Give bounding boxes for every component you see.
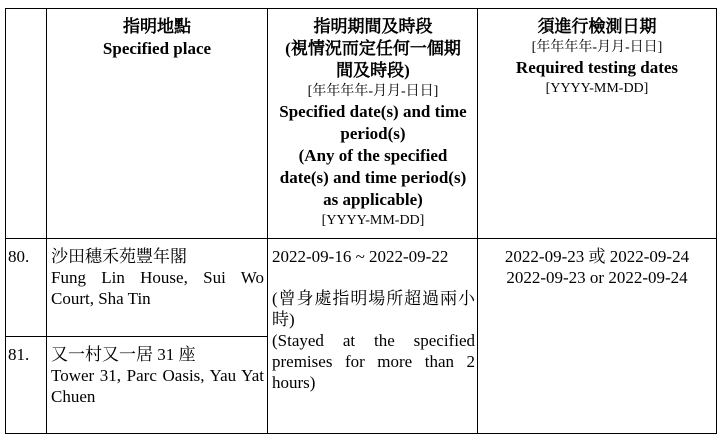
table-border-top <box>5 8 717 9</box>
row-divider <box>5 336 268 337</box>
table-row-place <box>51 246 264 309</box>
header-place <box>47 16 267 60</box>
header-testing-format-zh: [年年年年-月月-日日] <box>531 40 663 55</box>
place-en: Tower 31, Parc Oasis, Yau Yat Chuen <box>51 366 264 406</box>
header-period-zh-note: (視情況而定任何一個期間及時段) <box>285 39 461 80</box>
header-period-en-note: (Any of the specified date(s) and time period(s) as applicable) <box>279 146 467 209</box>
table-border-bottom <box>5 433 717 434</box>
table-border-left <box>5 8 6 434</box>
place-zh: 沙田穗禾苑豐年閣 <box>51 247 187 266</box>
header-period-en: Specified date(s) and time period(s) <box>279 102 467 143</box>
testing-cell <box>478 246 716 288</box>
table-border-right <box>716 8 717 434</box>
place-zh: 又一村又一居 31 座 <box>51 345 196 364</box>
row-number: 80. <box>8 247 30 266</box>
header-period <box>277 16 469 230</box>
header-testing-format-en: [YYYY-MM-DD] <box>545 81 649 96</box>
header-period-format-en: [YYYY-MM-DD] <box>321 213 425 228</box>
testing-dates-zh: 2022-09-23 或 2022-09-24 <box>504 247 690 266</box>
header-place-zh: 指明地點 <box>123 17 191 36</box>
period-cell <box>272 246 475 393</box>
header-period-format-zh: [年年年年-月月-日日] <box>307 84 439 99</box>
column-divider <box>46 8 47 434</box>
place-en: Fung Lin House, Sui Wo Court, Sha Tin <box>51 268 264 308</box>
header-testing-en: Required testing dates <box>515 58 679 77</box>
period-range: 2022-09-16 ~ 2022-09-22 <box>272 247 449 266</box>
testing-table <box>5 8 717 434</box>
header-testing <box>478 16 716 98</box>
column-divider <box>267 8 268 434</box>
period-note-zh: (曾身處指明場所超過兩小時) <box>272 289 475 329</box>
row-number: 81. <box>8 345 30 364</box>
period-note-en: (Stayed at the specified premises for more than 2 hours) <box>272 331 475 392</box>
header-place-en: Specified place <box>102 39 212 58</box>
header-testing-zh: 須進行檢測日期 <box>537 17 657 36</box>
testing-dates-en: 2022-09-23 or 2022-09-24 <box>506 268 688 287</box>
header-divider <box>5 238 717 239</box>
table-row-place <box>51 344 264 407</box>
header-period-zh: 指明期間及時段 <box>313 17 433 36</box>
